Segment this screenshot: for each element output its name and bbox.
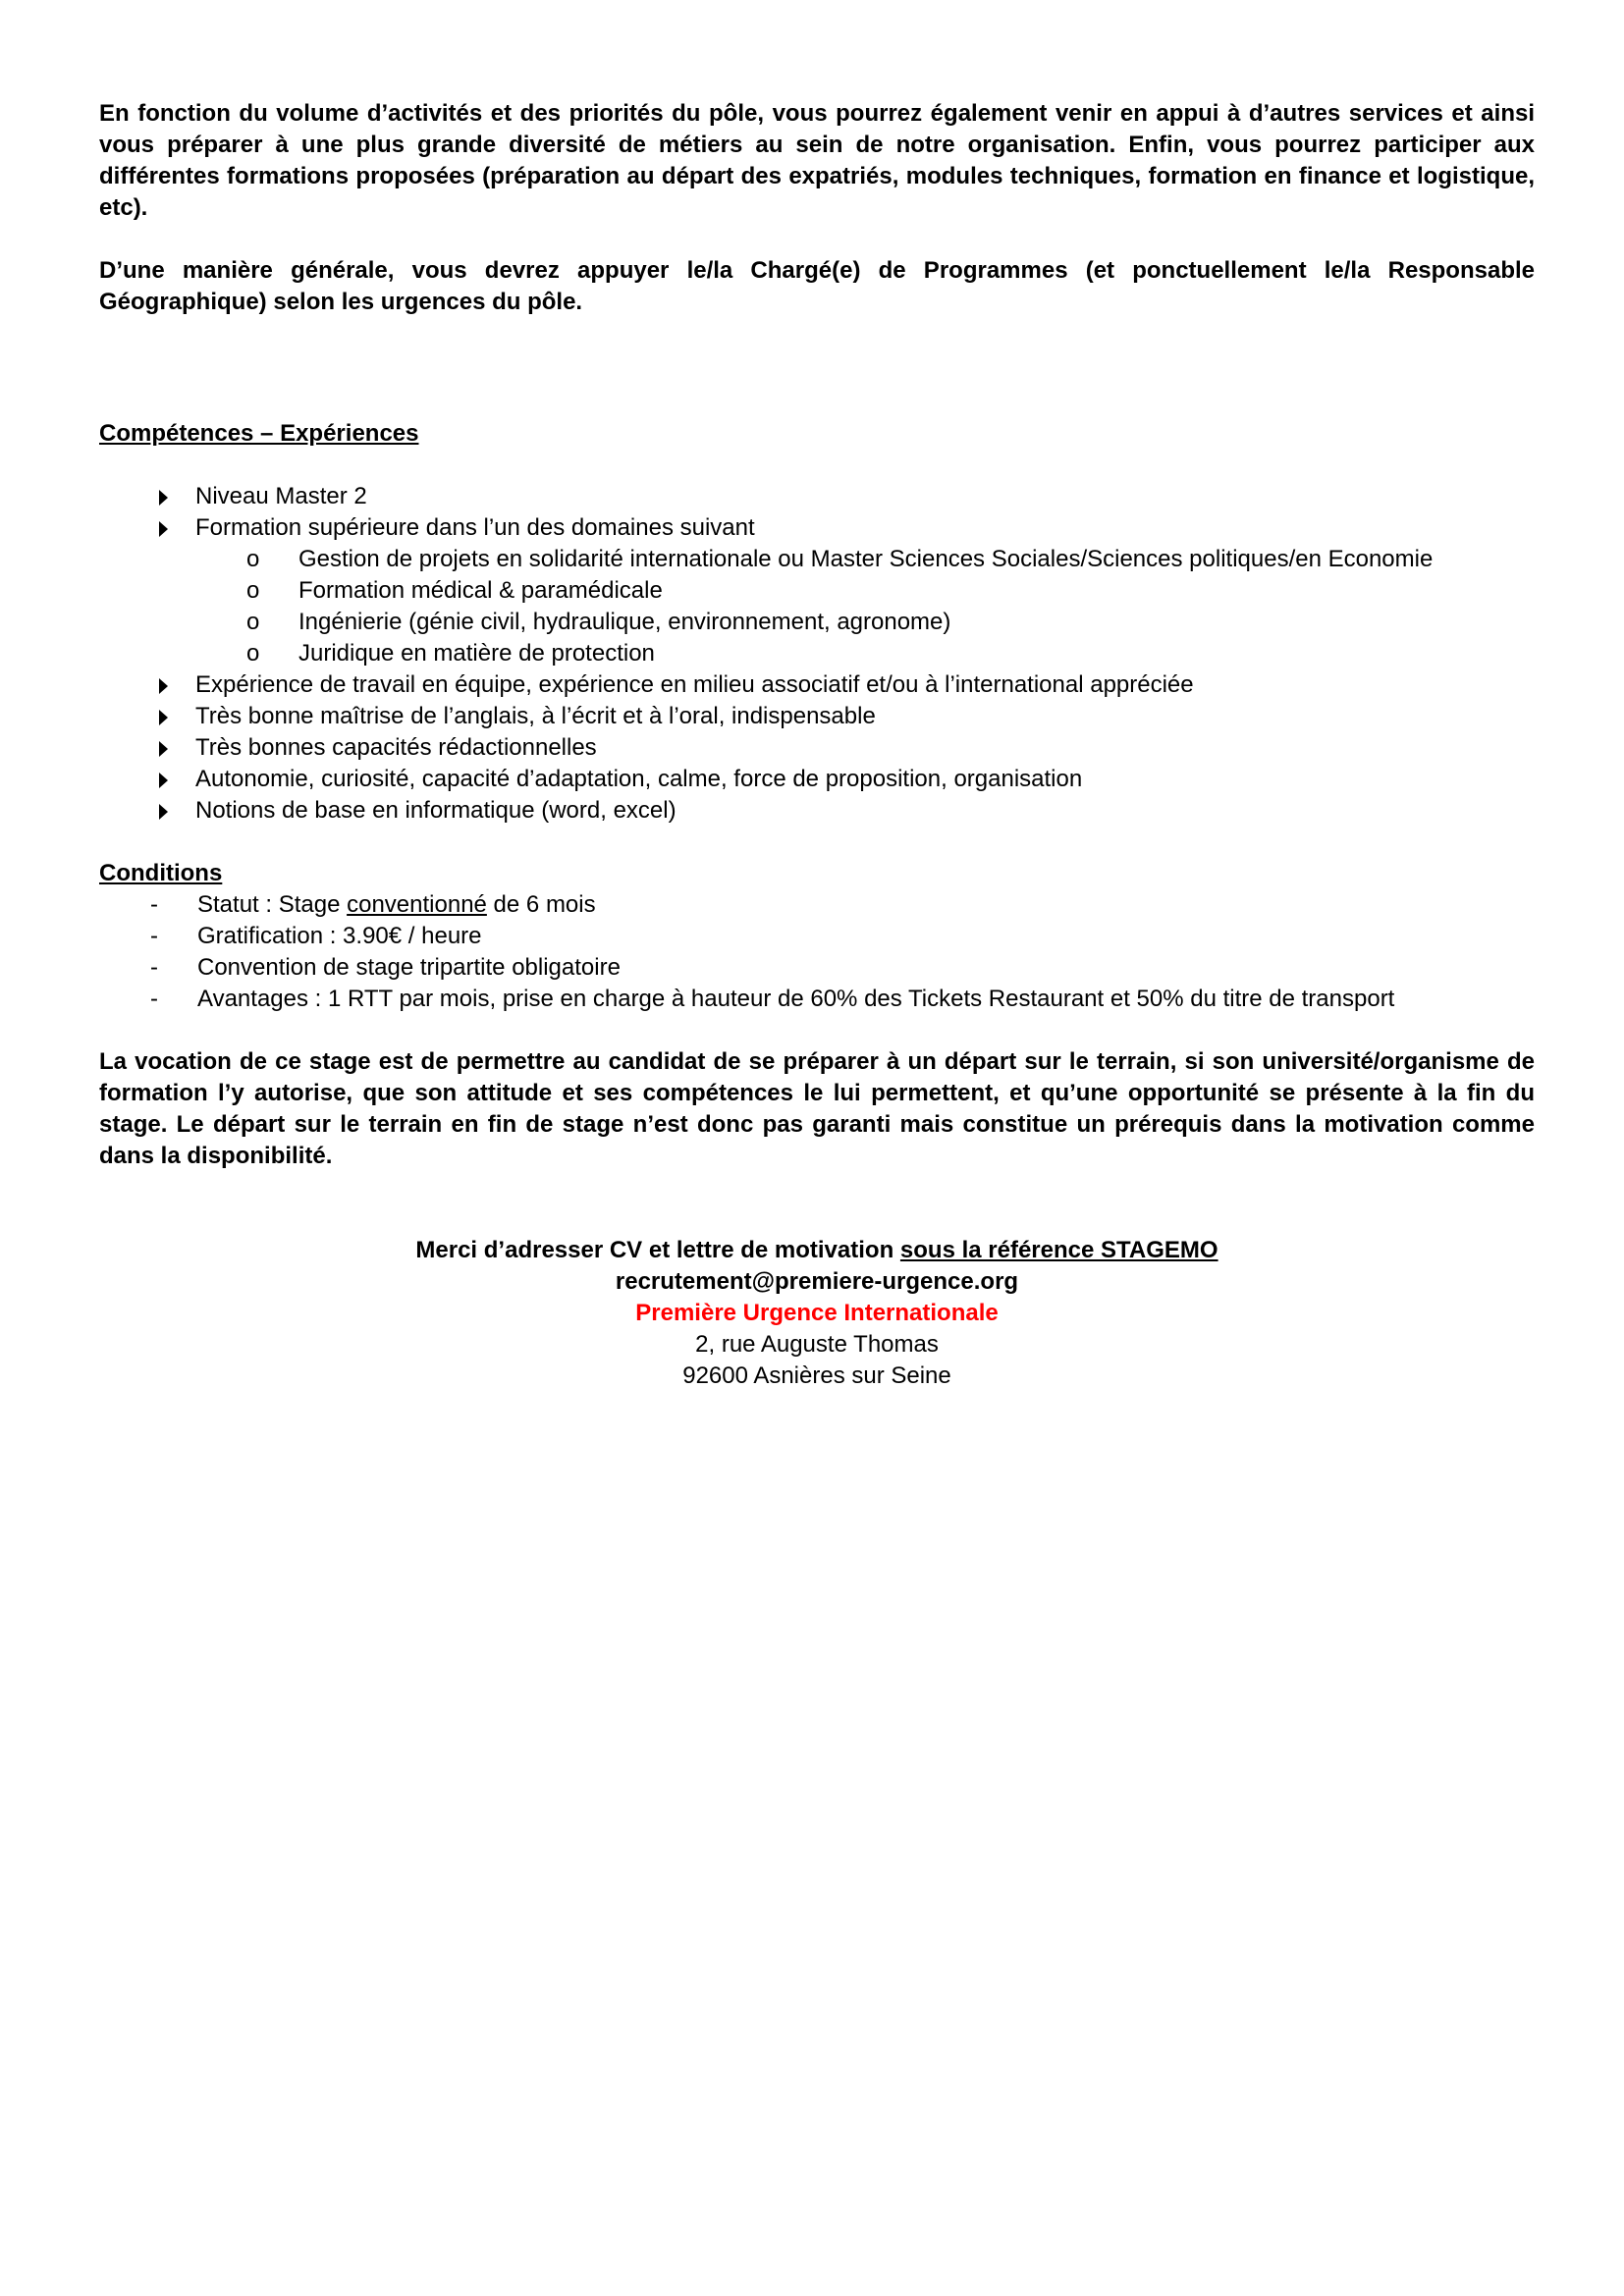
competences-list bbox=[99, 481, 1535, 827]
list-item: - Avantages : 1 RTT par mois, prise en charge à hauteur de 60% des Tickets Restaurant et 50% du titre de transport bbox=[99, 984, 1535, 1015]
dash-bullet-icon: - bbox=[150, 986, 158, 1012]
triangle-bullet-icon bbox=[159, 741, 168, 757]
conditions-heading: Conditions bbox=[99, 860, 223, 886]
dash-bullet-icon: - bbox=[150, 891, 158, 918]
list-item: - Gratification : 3.90€ / heure bbox=[99, 921, 1535, 952]
sublist-item: o Gestion de projets en solidarité internationale ou Master Sciences Sociales/Sciences politiques/en Economie bbox=[99, 544, 1535, 575]
competences-heading: Compétences – Expériences bbox=[99, 420, 419, 447]
circle-bullet-icon: o bbox=[246, 640, 260, 667]
sublist-item: o Juridique en matière de protection bbox=[99, 638, 1535, 669]
contact-email: recrutement@premiere-urgence.org bbox=[615, 1268, 1019, 1295]
address-city: 92600 Asnières sur Seine bbox=[682, 1362, 951, 1389]
document-page bbox=[99, 98, 1535, 1392]
triangle-bullet-icon bbox=[159, 773, 168, 788]
conditions-list bbox=[99, 889, 1535, 1015]
dash-bullet-icon: - bbox=[150, 923, 158, 949]
intro-paragraph-2: D’une manière générale, vous devrez appuyer le/la Chargé(e) de Programmes (et ponctuellement le/la Responsable Géographique) selon les urgences du pôle. bbox=[99, 257, 1535, 315]
dash-bullet-icon: - bbox=[150, 954, 158, 981]
list-item: Autonomie, curiosité, capacité d’adaptation, calme, force de proposition, organisation bbox=[99, 764, 1535, 795]
intro-paragraph-1: En fonction du volume d’activités et des priorités du pôle, vous pourrez également venir en appui à d’autres services et ainsi vous préparer à une plus grande diversité de métiers au sein de notre organisation. Enfin, vous pourrez participer aux différentes formations proposées (préparation au départ des expatriés, modules techniques, formation en finance et logistique, etc). bbox=[99, 100, 1535, 221]
triangle-bullet-icon bbox=[159, 678, 168, 694]
circle-bullet-icon: o bbox=[246, 609, 260, 635]
triangle-bullet-icon bbox=[159, 710, 168, 725]
triangle-bullet-icon bbox=[159, 521, 168, 537]
triangle-bullet-icon bbox=[159, 804, 168, 820]
triangle-bullet-icon bbox=[159, 490, 168, 506]
organization-name: Première Urgence Internationale bbox=[635, 1300, 999, 1326]
contact-block bbox=[99, 1235, 1535, 1392]
domain-sublist bbox=[195, 544, 1535, 669]
list-item: Très bonne maîtrise de l’anglais, à l’écrit et à l’oral, indispensable bbox=[99, 701, 1535, 732]
contact-instruction: Merci d’adresser CV et lettre de motivation sous la référence STAGEMO bbox=[415, 1237, 1218, 1263]
list-item: Formation supérieure dans l’un des domaines suivant o Gestion de projets en solidarité internationale ou Master Sciences Sociales/Sciences politiques/en Economie o Formation médical & paramédicale o Ingénierie (génie civil, hydraulique, environnement, agronome) o Juridique en matière de protection bbox=[99, 512, 1535, 669]
sublist-item: o Formation médical & paramédicale bbox=[99, 575, 1535, 607]
list-item: Niveau Master 2 bbox=[99, 481, 1535, 512]
list-item: - Statut : Stage conventionné de 6 mois bbox=[99, 889, 1535, 921]
list-item: Expérience de travail en équipe, expérience en milieu associatif et/ou à l’international appréciée bbox=[99, 669, 1535, 701]
underlined-term: conventionné bbox=[347, 891, 487, 918]
sublist-item: o Ingénierie (génie civil, hydraulique, environnement, agronome) bbox=[99, 607, 1535, 638]
reference-code: sous la référence STAGEMO bbox=[899, 1237, 1218, 1263]
circle-bullet-icon: o bbox=[246, 546, 260, 572]
list-item: Notions de base en informatique (word, excel) bbox=[99, 795, 1535, 827]
address-street: 2, rue Auguste Thomas bbox=[695, 1331, 939, 1358]
list-item: - Convention de stage tripartite obligatoire bbox=[99, 952, 1535, 984]
circle-bullet-icon: o bbox=[246, 577, 260, 604]
list-item: Très bonnes capacités rédactionnelles bbox=[99, 732, 1535, 764]
vocation-paragraph: La vocation de ce stage est de permettre au candidat de se préparer à un départ sur le terrain, si son université/organisme de formation l’y autorise, que son attitude et ses compétences le lui permettent, et qu’une opportunité se présente à la fin du stage. Le départ sur le terrain en fin de stage n’est donc pas garanti mais constitue un prérequis dans la motivation comme dans la disponibilité. bbox=[99, 1048, 1535, 1169]
